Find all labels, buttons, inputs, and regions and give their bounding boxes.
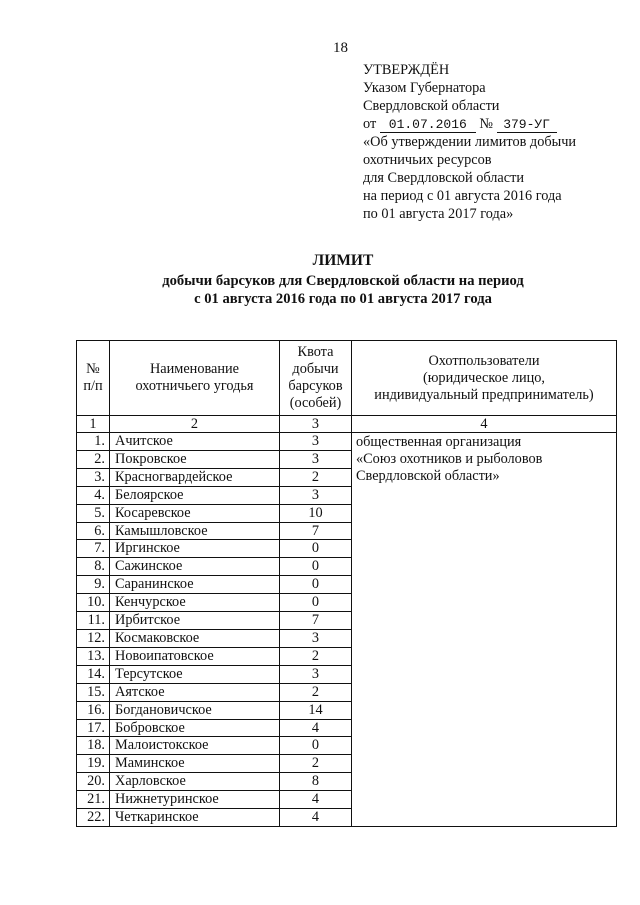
header-users-line-1: Охотпользователи [428, 352, 540, 369]
header-quota-line-2: добычи [292, 361, 339, 377]
header-quota-line-3: барсуков [288, 378, 343, 394]
row-number: 4. [77, 486, 110, 504]
quota-value: 3 [280, 629, 352, 647]
hunting-ground-name: Ирбитское [110, 612, 280, 630]
header-name-line-2: охотничьего угодья [135, 378, 254, 394]
hunting-ground-name: Малоистокское [110, 737, 280, 755]
quota-value: 0 [280, 737, 352, 755]
hunting-ground-name: Покровское [110, 450, 280, 468]
row-number: 22. [77, 809, 110, 827]
table-header-row [77, 341, 617, 416]
hunting-users-cell [352, 433, 617, 827]
quota-value: 10 [280, 504, 352, 522]
column-number: 3 [280, 416, 352, 433]
approval-subject-1: «Об утверждении лимитов добычи [363, 134, 577, 150]
row-number: 3. [77, 468, 110, 486]
approval-subject-4: на период с 01 августа 2016 года [363, 188, 562, 204]
approval-subject-3: для Свердловской области [363, 170, 525, 186]
header-users-line-2: (юридическое лицо, [422, 369, 546, 386]
header-name-line-1: Наименование [149, 361, 240, 377]
hunting-ground-name: Четкаринское [110, 809, 280, 827]
approval-heading: УТВЕРЖДЁН [363, 62, 450, 78]
limits-table [76, 340, 617, 827]
row-number: 6. [77, 522, 110, 540]
quota-value: 3 [280, 433, 352, 451]
document-title [70, 252, 616, 308]
hunting-ground-name: Богдановичское [110, 701, 280, 719]
hunting-ground-name: Кенчурское [110, 594, 280, 612]
quota-value: 0 [280, 540, 352, 558]
row-number: 19. [77, 755, 110, 773]
approval-region: Свердловской области [363, 98, 500, 114]
header-name [110, 341, 280, 416]
page-number: 18 [333, 40, 348, 56]
row-number: 21. [77, 791, 110, 809]
hunting-ground-name: Нижнетуринское [110, 791, 280, 809]
quota-value: 8 [280, 773, 352, 791]
row-number: 8. [77, 558, 110, 576]
hunting-ground-name: Камышловское [110, 522, 280, 540]
header-users [352, 341, 617, 416]
hunting-ground-name: Сажинское [110, 558, 280, 576]
hunting-ground-name: Косаревское [110, 504, 280, 522]
hunting-users-line: общественная организация [356, 434, 522, 450]
title-main: ЛИМИТ [312, 252, 374, 269]
column-number: 4 [352, 416, 617, 433]
quota-value: 2 [280, 647, 352, 665]
quota-value: 14 [280, 701, 352, 719]
row-number: 2. [77, 450, 110, 468]
header-users-line-3: индивидуальный предприниматель) [374, 386, 594, 403]
row-number: 18. [77, 737, 110, 755]
hunting-users-line: «Союз охотников и рыболовов [356, 450, 543, 467]
column-number: 1 [77, 416, 110, 433]
hunting-ground-name: Саранинское [110, 576, 280, 594]
quota-value: 4 [280, 719, 352, 737]
table-row [77, 433, 617, 451]
row-number: 17. [77, 719, 110, 737]
title-line-2: добычи барсуков для Свердловской области на период [162, 273, 524, 289]
row-number: 15. [77, 683, 110, 701]
row-number: 9. [77, 576, 110, 594]
row-number: 7. [77, 540, 110, 558]
approval-date-line [363, 115, 633, 133]
row-number: 16. [77, 701, 110, 719]
hunting-ground-name: Маминское [110, 755, 280, 773]
table-body [77, 433, 617, 827]
quota-value: 0 [280, 558, 352, 576]
quota-value: 4 [280, 791, 352, 809]
quota-value: 0 [280, 594, 352, 612]
hunting-ground-name: Харловское [110, 773, 280, 791]
hunting-ground-name: Аятское [110, 683, 280, 701]
row-number: 14. [77, 665, 110, 683]
row-number: 1. [77, 433, 110, 451]
quota-value: 3 [280, 665, 352, 683]
approval-date: 01.07.2016 [380, 118, 476, 133]
quota-value: 2 [280, 755, 352, 773]
title-line-3: с 01 августа 2016 года по 01 августа 2017 года [194, 291, 492, 307]
quota-value: 7 [280, 612, 352, 630]
row-number: 12. [77, 629, 110, 647]
header-quota [280, 341, 352, 416]
approval-decree: Указом Губернатора [363, 80, 486, 96]
hunting-users-line: Свердловской области» [356, 467, 500, 484]
header-quota-line-1: Квота [297, 344, 334, 360]
header-quota-line-4: (особей) [289, 395, 342, 411]
row-number: 20. [77, 773, 110, 791]
hunting-ground-name: Иргинское [110, 540, 280, 558]
hunting-ground-name: Новоипатовское [110, 647, 280, 665]
quota-value: 4 [280, 809, 352, 827]
approval-stamp [363, 61, 633, 223]
hunting-ground-name: Терсутское [110, 665, 280, 683]
header-no-line-2: п/п [83, 378, 103, 394]
approval-number: 379-УГ [497, 118, 557, 133]
header-no [77, 341, 110, 416]
row-number: 13. [77, 647, 110, 665]
hunting-ground-name: Белоярское [110, 486, 280, 504]
quota-value: 3 [280, 450, 352, 468]
approval-number-label: № [479, 116, 494, 132]
hunting-ground-name: Космаковское [110, 629, 280, 647]
quota-value: 0 [280, 576, 352, 594]
row-number: 11. [77, 612, 110, 630]
approval-subject-5: по 01 августа 2017 года» [363, 206, 514, 222]
column-number-row [77, 416, 617, 433]
hunting-ground-name: Бобровское [110, 719, 280, 737]
header-no-line-1: № [86, 361, 100, 377]
row-number: 5. [77, 504, 110, 522]
approval-subject-2: охотничьих ресурсов [363, 152, 492, 168]
quota-value: 7 [280, 522, 352, 540]
column-number: 2 [110, 416, 280, 433]
quota-value: 2 [280, 468, 352, 486]
row-number: 10. [77, 594, 110, 612]
approval-from-label: от [363, 116, 377, 132]
quota-value: 3 [280, 486, 352, 504]
hunting-ground-name: Красногвардейское [110, 468, 280, 486]
quota-value: 2 [280, 683, 352, 701]
hunting-ground-name: Ачитское [110, 433, 280, 451]
